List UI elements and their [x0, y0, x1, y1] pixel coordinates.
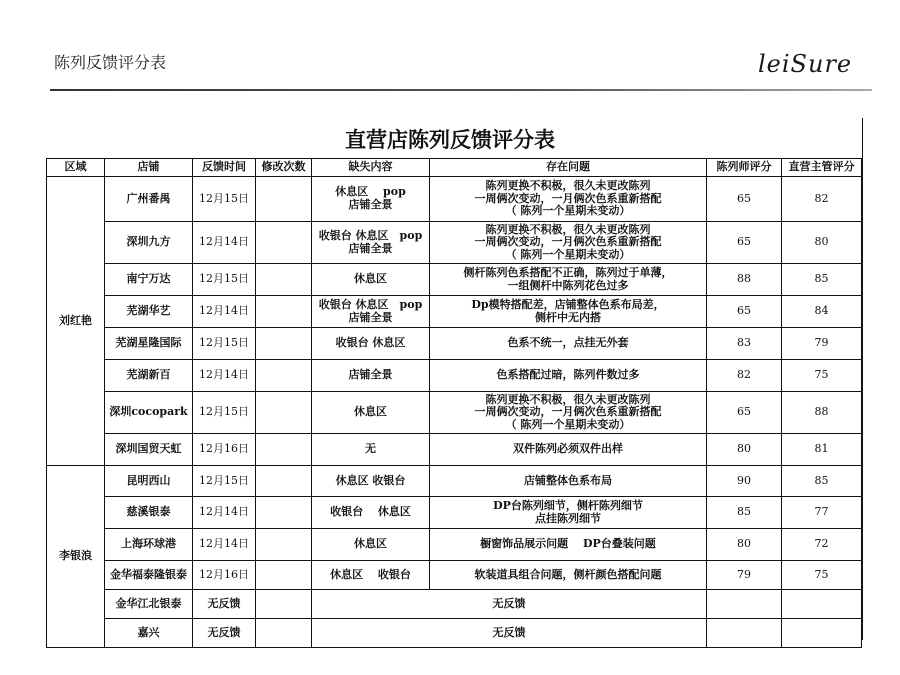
feedback-date-cell: 12月14日 [193, 497, 256, 529]
issue-cell: DP台陈列细节，侧杆陈列细节 点挂陈列细节 [430, 497, 707, 529]
issue-cell: 软装道具组合问题，侧杆颜色搭配问题 [430, 561, 707, 590]
feedback-date-cell: 12月16日 [193, 561, 256, 590]
designer-score-cell: 65 [707, 222, 782, 264]
edit-count-cell [256, 328, 312, 360]
edit-count-cell [256, 590, 312, 619]
designer-score-cell: 79 [707, 561, 782, 590]
region-cell: 李银浪 [47, 466, 105, 648]
table-row [47, 360, 862, 392]
table-row [47, 561, 862, 590]
designer-score-cell: 65 [707, 392, 782, 434]
table-row [47, 296, 862, 328]
right-border-line [862, 118, 863, 640]
col-header-edit-count: 修改次数 [256, 159, 312, 177]
missing-content-cell: 无 [312, 434, 430, 466]
issue-cell: Dp模特搭配差，店铺整体色系布局差， 侧杆中无内搭 [430, 296, 707, 328]
store-cell: 昆明西山 [105, 466, 193, 497]
designer-score-cell: 80 [707, 529, 782, 561]
feedback-date-cell: 12月14日 [193, 360, 256, 392]
edit-count-cell [256, 177, 312, 222]
issue-cell: 陈列更换不积极，很久未更改陈列 一周俩次变动，一月俩次色系重新搭配 （ 陈列一个星期未变动） [430, 222, 707, 264]
designer-score-cell: 65 [707, 296, 782, 328]
manager-score-cell: 72 [782, 529, 862, 561]
manager-score-cell: 85 [782, 466, 862, 497]
feedback-date-cell: 12月14日 [193, 222, 256, 264]
edit-count-cell [256, 497, 312, 529]
edit-count-cell [256, 561, 312, 590]
table-row [47, 590, 862, 619]
manager-score-cell: 79 [782, 328, 862, 360]
manager-score-cell: 82 [782, 177, 862, 222]
table-row [47, 619, 862, 648]
manager-score-cell: 75 [782, 561, 862, 590]
brand-logo: leiSure [758, 50, 853, 78]
missing-content-cell: 休息区 [312, 264, 430, 296]
document-title: 直营店陈列反馈评分表 [345, 127, 555, 152]
manager-score-cell: 75 [782, 360, 862, 392]
edit-count-cell [256, 392, 312, 434]
edit-count-cell [256, 296, 312, 328]
store-cell: 上海环球港 [105, 529, 193, 561]
table-row [47, 328, 862, 360]
col-header-missing-content: 缺失内容 [312, 159, 430, 177]
store-cell: 嘉兴 [105, 619, 193, 648]
edit-count-cell [256, 222, 312, 264]
col-header-designer-score: 陈列师评分 [707, 159, 782, 177]
missing-content-cell: 收银台 休息区 [312, 328, 430, 360]
store-cell: 金华江北银泰 [105, 590, 193, 619]
edit-count-cell [256, 466, 312, 497]
issue-cell: 侧杆陈列色系搭配不正确，陈列过于单薄， 一组侧杆中陈列花色过多 [430, 264, 707, 296]
manager-score-cell: 77 [782, 497, 862, 529]
designer-score-cell: 82 [707, 360, 782, 392]
designer-score-cell [707, 619, 782, 648]
store-cell: 芜湖新百 [105, 360, 193, 392]
edit-count-cell [256, 529, 312, 561]
feedback-date-cell: 12月15日 [193, 328, 256, 360]
store-cell: 芜湖星隆国际 [105, 328, 193, 360]
region-cell: 刘红艳 [47, 177, 105, 466]
manager-score-cell: 84 [782, 296, 862, 328]
feedback-date-cell: 12月15日 [193, 392, 256, 434]
table-row [47, 434, 862, 466]
issue-cell: 陈列更换不积极，很久未更改陈列 一周俩次变动，一月俩次色系重新搭配 （ 陈列一个星期未变动） [430, 392, 707, 434]
no-feedback-cell: 无反馈 [312, 619, 707, 648]
table-row [47, 529, 862, 561]
designer-score-cell: 65 [707, 177, 782, 222]
missing-content-cell: 休息区 [312, 529, 430, 561]
no-feedback-cell: 无反馈 [312, 590, 707, 619]
table-row [47, 264, 862, 296]
issue-cell: 橱窗饰品展示问题 DP台叠装问题 [430, 529, 707, 561]
issue-cell: 店铺整体色系布局 [430, 466, 707, 497]
table-header-row [47, 159, 862, 177]
store-cell: 深圳cocopark [105, 392, 193, 434]
missing-content-cell: 收银台 休息区 pop 店铺全景 [312, 296, 430, 328]
missing-content-cell: 收银台 休息区 [312, 497, 430, 529]
designer-score-cell: 85 [707, 497, 782, 529]
missing-content-cell: 收银台 休息区 pop 店铺全景 [312, 222, 430, 264]
feedback-date-cell: 12月14日 [193, 296, 256, 328]
missing-content-cell: 休息区 收银台 [312, 466, 430, 497]
store-cell: 深圳国贸天虹 [105, 434, 193, 466]
table-row [47, 466, 862, 497]
store-cell: 广州番禺 [105, 177, 193, 222]
manager-score-cell: 80 [782, 222, 862, 264]
issue-cell: 色系搭配过暗，陈列件数过多 [430, 360, 707, 392]
table-row [47, 392, 862, 434]
manager-score-cell: 85 [782, 264, 862, 296]
edit-count-cell [256, 619, 312, 648]
feedback-date-cell: 12月14日 [193, 529, 256, 561]
missing-content-cell: 休息区 收银台 [312, 561, 430, 590]
missing-content-cell: 休息区 [312, 392, 430, 434]
col-header-region: 区域 [47, 159, 105, 177]
feedback-date-cell: 12月15日 [193, 466, 256, 497]
store-cell: 金华福泰隆银泰 [105, 561, 193, 590]
designer-score-cell: 90 [707, 466, 782, 497]
designer-score-cell: 83 [707, 328, 782, 360]
header-divider [50, 89, 872, 91]
feedback-date-cell: 12月15日 [193, 264, 256, 296]
table-row [47, 177, 862, 222]
manager-score-cell: 81 [782, 434, 862, 466]
edit-count-cell [256, 360, 312, 392]
store-cell: 深圳九方 [105, 222, 193, 264]
store-cell: 芜湖华艺 [105, 296, 193, 328]
designer-score-cell: 88 [707, 264, 782, 296]
issue-cell: 色系不统一，点挂无外套 [430, 328, 707, 360]
issue-cell: 双件陈列必须双件出样 [430, 434, 707, 466]
manager-score-cell [782, 590, 862, 619]
issue-cell: 陈列更换不积极，很久未更改陈列 一周俩次变动，一月俩次色系重新搭配 （ 陈列一个星期未变动） [430, 177, 707, 222]
feedback-date-cell: 无反馈 [193, 590, 256, 619]
page-header-title: 陈列反馈评分表 [54, 53, 167, 72]
feedback-date-cell: 12月15日 [193, 177, 256, 222]
feedback-date-cell: 无反馈 [193, 619, 256, 648]
table-row [47, 222, 862, 264]
store-cell: 南宁万达 [105, 264, 193, 296]
manager-score-cell [782, 619, 862, 648]
designer-score-cell [707, 590, 782, 619]
missing-content-cell: 休息区 pop 店铺全景 [312, 177, 430, 222]
edit-count-cell [256, 264, 312, 296]
feedback-date-cell: 12月16日 [193, 434, 256, 466]
missing-content-cell: 店铺全景 [312, 360, 430, 392]
col-header-feedback-time: 反馈时间 [193, 159, 256, 177]
col-header-manager-score: 直营主管评分 [782, 159, 862, 177]
manager-score-cell: 88 [782, 392, 862, 434]
edit-count-cell [256, 434, 312, 466]
col-header-store: 店铺 [105, 159, 193, 177]
store-cell: 慈溪银泰 [105, 497, 193, 529]
feedback-score-table [46, 158, 862, 648]
col-header-issues: 存在问题 [430, 159, 707, 177]
table-row [47, 497, 862, 529]
designer-score-cell: 80 [707, 434, 782, 466]
